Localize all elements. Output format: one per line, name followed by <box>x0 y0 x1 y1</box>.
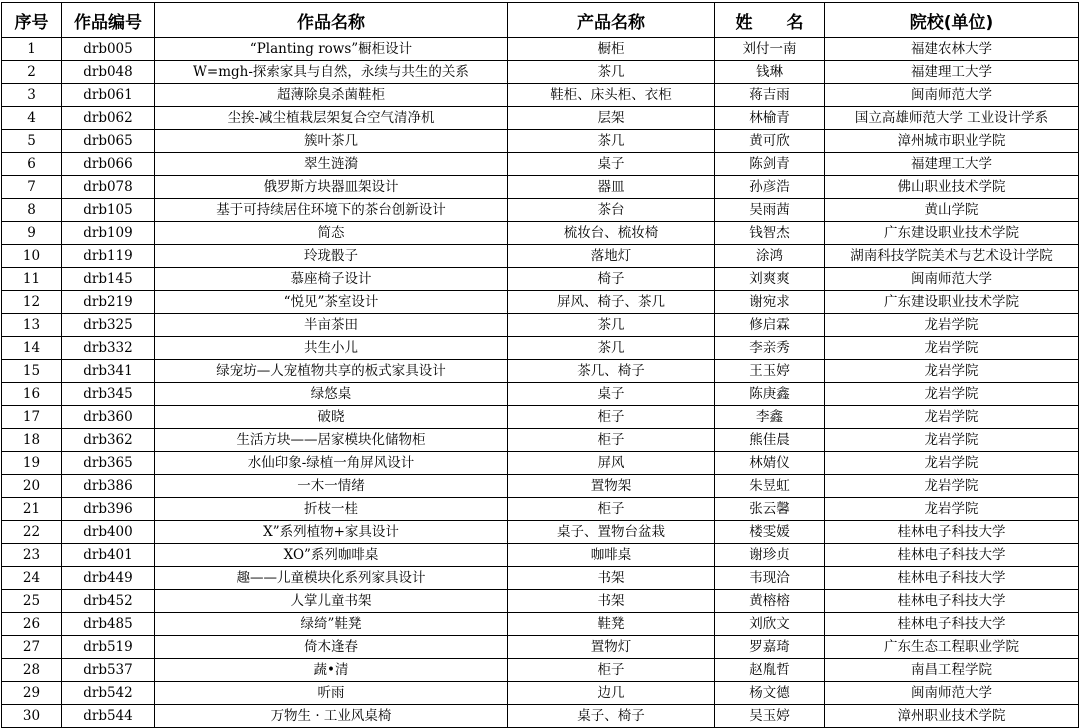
cell-product-name: 书架 <box>508 590 715 613</box>
cell-index: 2 <box>2 61 62 84</box>
cell-author-name: 林婧仪 <box>715 452 825 475</box>
cell-school: 漳州城市职业学院 <box>825 130 1079 153</box>
cell-work-code: drb362 <box>62 429 155 452</box>
table-row <box>2 383 1079 406</box>
cell-school: 闽南师范大学 <box>825 682 1079 705</box>
cell-school: 闽南师范大学 <box>825 84 1079 107</box>
cell-work-code: drb365 <box>62 452 155 475</box>
cell-product-name: 书架 <box>508 567 715 590</box>
cell-work-title: 慕座椅子设计 <box>155 268 508 291</box>
cell-school: 龙岩学院 <box>825 406 1079 429</box>
cell-product-name: 茶几 <box>508 61 715 84</box>
cell-work-code: drb065 <box>62 130 155 153</box>
cell-work-code: drb341 <box>62 360 155 383</box>
cell-school: 龙岩学院 <box>825 452 1079 475</box>
cell-work-code: drb519 <box>62 636 155 659</box>
cell-product-name: 柜子 <box>508 659 715 682</box>
cell-index: 29 <box>2 682 62 705</box>
cell-index: 18 <box>2 429 62 452</box>
table-row <box>2 682 1079 705</box>
table-row <box>2 498 1079 521</box>
cell-work-code: drb485 <box>62 613 155 636</box>
cell-author-name: 蒋吉雨 <box>715 84 825 107</box>
cell-school: 桂林电子科技大学 <box>825 544 1079 567</box>
cell-index: 30 <box>2 705 62 728</box>
cell-index: 24 <box>2 567 62 590</box>
cell-index: 25 <box>2 590 62 613</box>
cell-index: 12 <box>2 291 62 314</box>
cell-work-code: drb542 <box>62 682 155 705</box>
table-row <box>2 705 1079 728</box>
cell-work-code: drb109 <box>62 222 155 245</box>
cell-author-name: 谢珍贞 <box>715 544 825 567</box>
cell-work-title: 玲珑骰子 <box>155 245 508 268</box>
cell-work-code: drb401 <box>62 544 155 567</box>
cell-index: 28 <box>2 659 62 682</box>
cell-school: 龙岩学院 <box>825 429 1079 452</box>
cell-work-title: XO”系列咖啡桌 <box>155 544 508 567</box>
table-row <box>2 153 1079 176</box>
cell-author-name: 熊佳晨 <box>715 429 825 452</box>
table-row <box>2 475 1079 498</box>
cell-school: 桂林电子科技大学 <box>825 590 1079 613</box>
table-row <box>2 291 1079 314</box>
cell-index: 9 <box>2 222 62 245</box>
cell-product-name: 柜子 <box>508 406 715 429</box>
cell-index: 15 <box>2 360 62 383</box>
header-row <box>2 3 1079 38</box>
cell-product-name: 咖啡桌 <box>508 544 715 567</box>
cell-index: 26 <box>2 613 62 636</box>
cell-work-code: drb119 <box>62 245 155 268</box>
cell-school: 福建农林大学 <box>825 38 1079 61</box>
cell-index: 5 <box>2 130 62 153</box>
cell-product-name: 柜子 <box>508 429 715 452</box>
cell-author-name: 李鑫 <box>715 406 825 429</box>
cell-index: 1 <box>2 38 62 61</box>
table-row <box>2 199 1079 222</box>
cell-index: 8 <box>2 199 62 222</box>
table-row <box>2 61 1079 84</box>
cell-school: 闽南师范大学 <box>825 268 1079 291</box>
cell-index: 20 <box>2 475 62 498</box>
header-work-title: 作品名称 <box>155 3 508 38</box>
cell-work-title: 绿悠桌 <box>155 383 508 406</box>
header-school: 院校(单位) <box>825 3 1079 38</box>
cell-product-name: 桌子 <box>508 383 715 406</box>
cell-school: 桂林电子科技大学 <box>825 567 1079 590</box>
cell-author-name: 孙彦浩 <box>715 176 825 199</box>
table-row <box>2 314 1079 337</box>
cell-index: 10 <box>2 245 62 268</box>
cell-product-name: 橱柜 <box>508 38 715 61</box>
cell-product-name: 屏风 <box>508 452 715 475</box>
table-row <box>2 84 1079 107</box>
cell-index: 23 <box>2 544 62 567</box>
cell-product-name: 桌子、椅子 <box>508 705 715 728</box>
cell-school: 广东建设职业技术学院 <box>825 291 1079 314</box>
table-row <box>2 452 1079 475</box>
cell-work-code: drb078 <box>62 176 155 199</box>
cell-work-code: drb066 <box>62 153 155 176</box>
cell-author-name: 刘付一南 <box>715 38 825 61</box>
cell-work-code: drb449 <box>62 567 155 590</box>
cell-index: 3 <box>2 84 62 107</box>
cell-product-name: 椅子 <box>508 268 715 291</box>
cell-work-title: 听雨 <box>155 682 508 705</box>
cell-product-name: 置物架 <box>508 475 715 498</box>
cell-work-title: 超薄除臭杀菌鞋柜 <box>155 84 508 107</box>
cell-work-code: drb145 <box>62 268 155 291</box>
cell-product-name: 边几 <box>508 682 715 705</box>
header-index: 序号 <box>2 3 62 38</box>
cell-author-name: 刘欣文 <box>715 613 825 636</box>
cell-school: 广东建设职业技术学院 <box>825 222 1079 245</box>
cell-product-name: 鞋凳 <box>508 613 715 636</box>
cell-work-title: 一木一情绪 <box>155 475 508 498</box>
cell-school: 龙岩学院 <box>825 498 1079 521</box>
cell-work-title: “悦见”茶室设计 <box>155 291 508 314</box>
cell-work-title: 破晓 <box>155 406 508 429</box>
cell-index: 16 <box>2 383 62 406</box>
cell-index: 17 <box>2 406 62 429</box>
cell-author-name: 赵胤哲 <box>715 659 825 682</box>
cell-work-title: 半亩茶田 <box>155 314 508 337</box>
header-author-name: 姓 名 <box>715 3 825 38</box>
cell-work-code: drb537 <box>62 659 155 682</box>
cell-work-title: 简态 <box>155 222 508 245</box>
cell-index: 21 <box>2 498 62 521</box>
cell-author-name: 张云馨 <box>715 498 825 521</box>
cell-work-title: 折枝一桂 <box>155 498 508 521</box>
table-row <box>2 636 1079 659</box>
cell-work-code: drb360 <box>62 406 155 429</box>
cell-author-name: 韦现洽 <box>715 567 825 590</box>
cell-work-code: drb048 <box>62 61 155 84</box>
cell-school: 桂林电子科技大学 <box>825 613 1079 636</box>
cell-product-name: 鞋柜、床头柜、衣柜 <box>508 84 715 107</box>
cell-work-title: 绿宠坊—人宠植物共享的板式家具设计 <box>155 360 508 383</box>
cell-work-title: 水仙印象-绿植一角屏风设计 <box>155 452 508 475</box>
cell-work-code: drb105 <box>62 199 155 222</box>
cell-school: 佛山职业技术学院 <box>825 176 1079 199</box>
cell-work-code: drb005 <box>62 38 155 61</box>
cell-author-name: 罗嘉琦 <box>715 636 825 659</box>
table-row <box>2 245 1079 268</box>
cell-school: 湖南科技学院美术与艺术设计学院 <box>825 245 1079 268</box>
cell-work-title: 俄罗斯方块器皿架设计 <box>155 176 508 199</box>
cell-work-title: 翠生涟漪 <box>155 153 508 176</box>
cell-work-code: drb400 <box>62 521 155 544</box>
cell-author-name: 吴雨茜 <box>715 199 825 222</box>
cell-school: 龙岩学院 <box>825 314 1079 337</box>
cell-author-name: 李亲秀 <box>715 337 825 360</box>
table-row <box>2 567 1079 590</box>
cell-work-title: 簇叶茶几 <box>155 130 508 153</box>
cell-author-name: 涂鸿 <box>715 245 825 268</box>
cell-work-title: 万物生 · 工业风桌椅 <box>155 705 508 728</box>
cell-author-name: 王玉婷 <box>715 360 825 383</box>
cell-index: 14 <box>2 337 62 360</box>
cell-product-name: 桌子、置物台盆栽 <box>508 521 715 544</box>
cell-product-name: 茶几 <box>508 130 715 153</box>
cell-product-name: 茶几 <box>508 314 715 337</box>
cell-school: 桂林电子科技大学 <box>825 521 1079 544</box>
cell-work-title: W=mgh-探索家具与自然，永续与共生的关系 <box>155 61 508 84</box>
cell-product-name: 层架 <box>508 107 715 130</box>
cell-work-code: drb345 <box>62 383 155 406</box>
cell-author-name: 朱昱虹 <box>715 475 825 498</box>
table-row <box>2 659 1079 682</box>
award-list-table <box>1 2 1079 728</box>
cell-index: 27 <box>2 636 62 659</box>
cell-author-name: 修启霖 <box>715 314 825 337</box>
cell-work-title: 绿绮”鞋凳 <box>155 613 508 636</box>
table-row <box>2 337 1079 360</box>
cell-index: 6 <box>2 153 62 176</box>
table-row <box>2 360 1079 383</box>
cell-work-code: drb061 <box>62 84 155 107</box>
table-row <box>2 268 1079 291</box>
cell-author-name: 吴玉婷 <box>715 705 825 728</box>
cell-work-title: X”系列植物+家具设计 <box>155 521 508 544</box>
table-row <box>2 406 1079 429</box>
cell-school: 广东生态工程职业学院 <box>825 636 1079 659</box>
table-row <box>2 107 1079 130</box>
cell-work-title: 尘挨-减尘植栽层架复合空气清净机 <box>155 107 508 130</box>
cell-work-code: drb386 <box>62 475 155 498</box>
cell-index: 7 <box>2 176 62 199</box>
cell-work-title: “Planting rows”橱柜设计 <box>155 38 508 61</box>
cell-school: 龙岩学院 <box>825 360 1079 383</box>
cell-work-title: 基于可持续居住环境下的茶台创新设计 <box>155 199 508 222</box>
table-row <box>2 429 1079 452</box>
cell-work-code: drb219 <box>62 291 155 314</box>
table-row <box>2 613 1079 636</box>
cell-author-name: 杨文德 <box>715 682 825 705</box>
table-row <box>2 590 1079 613</box>
table-row <box>2 521 1079 544</box>
cell-index: 19 <box>2 452 62 475</box>
cell-school: 福建理工大学 <box>825 153 1079 176</box>
cell-product-name: 茶几、椅子 <box>508 360 715 383</box>
cell-school: 黄山学院 <box>825 199 1079 222</box>
cell-author-name: 钱智杰 <box>715 222 825 245</box>
cell-product-name: 置物灯 <box>508 636 715 659</box>
cell-work-title: 人掌儿童书架 <box>155 590 508 613</box>
cell-work-title: 生活方块——居家模块化储物柜 <box>155 429 508 452</box>
cell-work-code: drb544 <box>62 705 155 728</box>
cell-author-name: 陈剑青 <box>715 153 825 176</box>
cell-school: 龙岩学院 <box>825 475 1079 498</box>
cell-author-name: 楼雯媛 <box>715 521 825 544</box>
cell-author-name: 陈庚鑫 <box>715 383 825 406</box>
cell-work-title: 蔬•清 <box>155 659 508 682</box>
cell-work-code: drb325 <box>62 314 155 337</box>
cell-work-code: drb332 <box>62 337 155 360</box>
cell-product-name: 梳妆台、梳妆椅 <box>508 222 715 245</box>
cell-author-name: 刘爽爽 <box>715 268 825 291</box>
cell-product-name: 落地灯 <box>508 245 715 268</box>
cell-product-name: 柜子 <box>508 498 715 521</box>
cell-product-name: 茶几 <box>508 337 715 360</box>
cell-index: 22 <box>2 521 62 544</box>
cell-author-name: 钱琳 <box>715 61 825 84</box>
table-row <box>2 222 1079 245</box>
table-row <box>2 130 1079 153</box>
header-work-code: 作品编号 <box>62 3 155 38</box>
cell-school: 龙岩学院 <box>825 383 1079 406</box>
cell-product-name: 桌子 <box>508 153 715 176</box>
cell-work-code: drb396 <box>62 498 155 521</box>
cell-school: 国立高雄师范大学 工业设计学系 <box>825 107 1079 130</box>
cell-work-title: 趣——儿童模块化系列家具设计 <box>155 567 508 590</box>
cell-author-name: 谢宛求 <box>715 291 825 314</box>
cell-school: 南昌工程学院 <box>825 659 1079 682</box>
cell-work-title: 倚木逢春 <box>155 636 508 659</box>
cell-product-name: 屏风、椅子、茶几 <box>508 291 715 314</box>
cell-index: 4 <box>2 107 62 130</box>
header-product-name: 产品名称 <box>508 3 715 38</box>
table-row <box>2 544 1079 567</box>
cell-product-name: 器皿 <box>508 176 715 199</box>
table-row <box>2 176 1079 199</box>
cell-school: 龙岩学院 <box>825 337 1079 360</box>
cell-school: 漳州职业技术学院 <box>825 705 1079 728</box>
cell-author-name: 林榆青 <box>715 107 825 130</box>
table-row <box>2 38 1079 61</box>
cell-author-name: 黄榕榕 <box>715 590 825 613</box>
cell-index: 11 <box>2 268 62 291</box>
cell-work-title: 共生小儿 <box>155 337 508 360</box>
cell-school: 福建理工大学 <box>825 61 1079 84</box>
cell-index: 13 <box>2 314 62 337</box>
cell-work-code: drb062 <box>62 107 155 130</box>
cell-author-name: 黄可欣 <box>715 130 825 153</box>
cell-work-code: drb452 <box>62 590 155 613</box>
cell-product-name: 茶台 <box>508 199 715 222</box>
